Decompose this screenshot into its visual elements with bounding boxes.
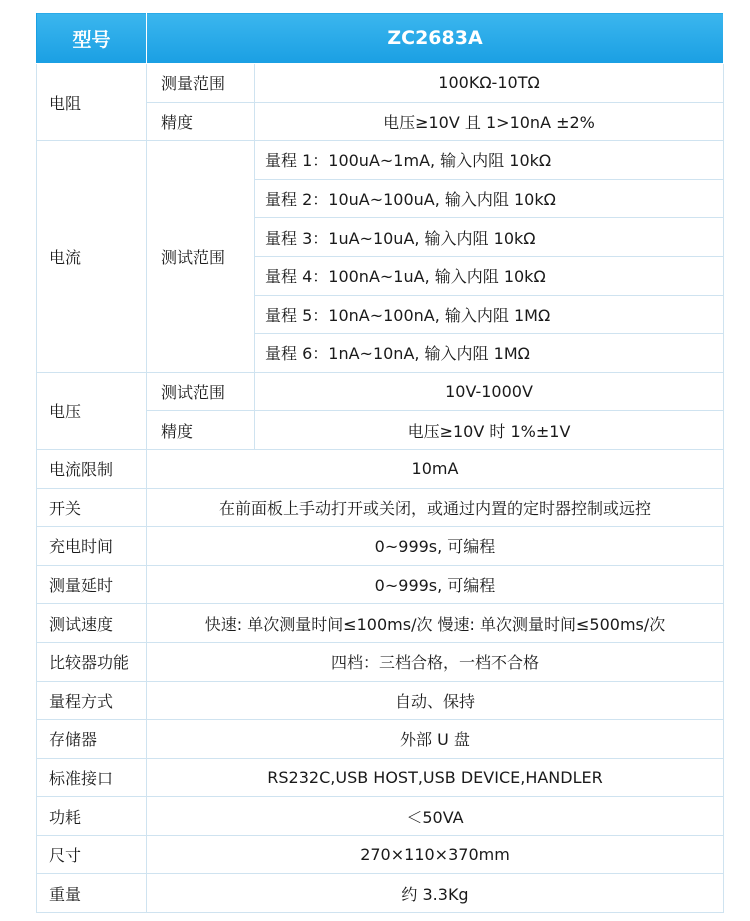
voltage-label: 电压	[37, 372, 147, 449]
model-value: ZC2683A	[147, 13, 724, 64]
spec-row	[37, 681, 724, 720]
voltage-accuracy-label: 精度	[147, 411, 255, 450]
current-range-label: 测试范围	[147, 141, 255, 373]
resistance-range-label: 测量范围	[147, 64, 255, 103]
spec-label: 比较器功能	[37, 642, 147, 681]
current-row	[37, 141, 724, 180]
spec-value: ＜50VA	[147, 797, 724, 836]
voltage-row	[37, 372, 724, 411]
spec-label: 存储器	[37, 720, 147, 759]
resistance-accuracy-value: 电压≥10V 且 1>10nA ±2%	[255, 102, 724, 141]
voltage-range-label: 测试范围	[147, 372, 255, 411]
model-label: 型号	[37, 13, 147, 64]
current-range-1: 量程 1：100uA~1mA, 输入内阻 10kΩ	[255, 141, 724, 180]
spec-row	[37, 642, 724, 681]
spec-label: 量程方式	[37, 681, 147, 720]
spec-value: 在前面板上手动打开或关闭，或通过内置的定时器控制或远控	[147, 488, 724, 527]
spec-value: RS232C,USB HOST,USB DEVICE,HANDLER	[147, 758, 724, 797]
spec-label: 重量	[37, 874, 147, 913]
spec-label: 测量延时	[37, 565, 147, 604]
spec-row	[37, 449, 724, 488]
current-label: 电流	[37, 141, 147, 373]
spec-label: 电流限制	[37, 449, 147, 488]
current-range-5: 量程 5：10nA~100nA, 输入内阻 1MΩ	[255, 295, 724, 334]
spec-value: 270×110×370mm	[147, 835, 724, 874]
spec-value: 外部 U 盘	[147, 720, 724, 759]
spec-label: 尺寸	[37, 835, 147, 874]
spec-row	[37, 604, 724, 643]
spec-row	[37, 758, 724, 797]
spec-label: 标准接口	[37, 758, 147, 797]
spec-value: 0~999s, 可编程	[147, 565, 724, 604]
spec-value: 0~999s, 可编程	[147, 527, 724, 566]
spec-label: 功耗	[37, 797, 147, 836]
spec-row	[37, 565, 724, 604]
spec-value: 快速: 单次测量时间≤100ms/次 慢速: 单次测量时间≤500ms/次	[147, 604, 724, 643]
resistance-range-value: 100KΩ-10TΩ	[255, 64, 724, 103]
current-range-6: 量程 6：1nA~10nA, 输入内阻 1MΩ	[255, 334, 724, 373]
voltage-accuracy-value: 电压≥10V 时 1%±1V	[255, 411, 724, 450]
resistance-label: 电阻	[37, 64, 147, 141]
spec-value: 约 3.3Kg	[147, 874, 724, 913]
current-range-4: 量程 4：100nA~1uA, 输入内阻 10kΩ	[255, 256, 724, 295]
current-range-2: 量程 2：10uA~100uA, 输入内阻 10kΩ	[255, 179, 724, 218]
spec-value: 四档：三档合格，一档不合格	[147, 642, 724, 681]
spec-label: 开关	[37, 488, 147, 527]
spec-row	[37, 488, 724, 527]
resistance-row	[37, 64, 724, 103]
spec-row	[37, 797, 724, 836]
spec-value: 自动、保持	[147, 681, 724, 720]
spec-label: 充电时间	[37, 527, 147, 566]
spec-table	[36, 12, 724, 913]
current-range-3: 量程 3：1uA~10uA, 输入内阻 10kΩ	[255, 218, 724, 257]
spec-label: 测试速度	[37, 604, 147, 643]
spec-row	[37, 835, 724, 874]
spec-value: 10mA	[147, 449, 724, 488]
spec-row	[37, 527, 724, 566]
resistance-accuracy-label: 精度	[147, 102, 255, 141]
voltage-range-value: 10V-1000V	[255, 372, 724, 411]
spec-row	[37, 720, 724, 759]
header-row	[37, 13, 724, 64]
spec-row	[37, 874, 724, 913]
